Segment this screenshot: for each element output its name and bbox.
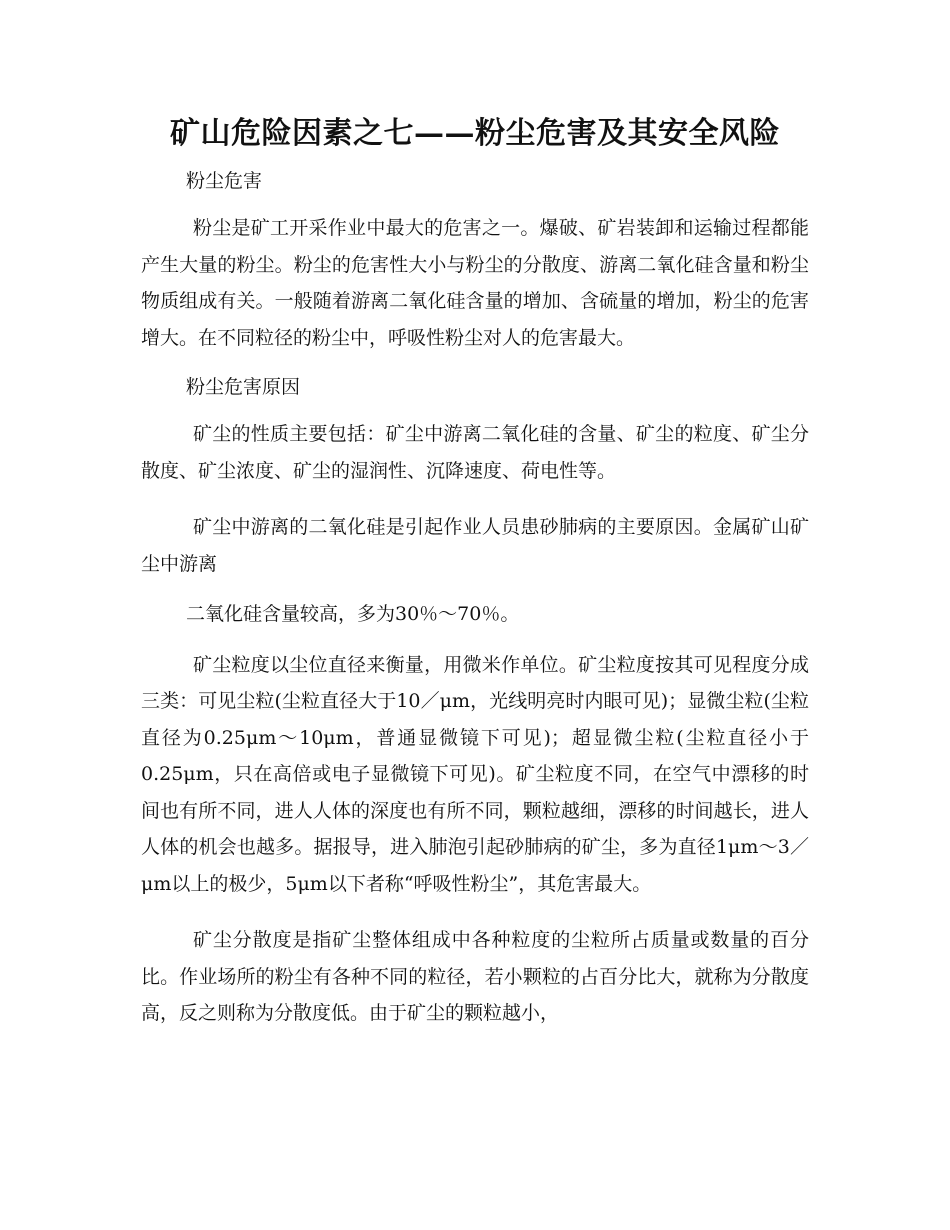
paragraph-silica-content: 二氧化硅含量较高，多为30％～70％。 [186, 603, 520, 625]
paragraph-dispersion: 矿尘分散度是指矿尘整体组成中各种粒度的尘粒所占质量或数量的百分比。作业场所的粉尘有各种不同的粒径，若小颗粒的占百分比大，就称为分散度高，反之则称为分散度低。由于矿尘的颗粒越小， [141, 929, 809, 1024]
paragraph-free-silica: 矿尘中游离的二氧化硅是引起作业人员患砂肺病的主要原因。金属矿山矿尘中游离 [141, 516, 809, 575]
document-page [141, 112, 809, 1032]
section-heading-dust-hazard: 粉尘危害 [186, 170, 263, 192]
document-title: 矿山危险因素之七——粉尘危害及其安全风险 [170, 116, 780, 151]
paragraph-dust-overview: 粉尘是矿工开采作业中最大的危害之一。爆破、矿岩装卸和运输过程都能产生大量的粉尘。粉尘的危害性大小与粉尘的分散度、游离二氧化硅含量和粉尘物质组成有关。一般随着游离二氧化硅含量的增加、含硫量的增加，粉尘的危害增大。在不同粒径的粉尘中，呼吸性粉尘对人的危害最大。 [141, 217, 809, 349]
paragraph-dust-properties: 矿尘的性质主要包括：矿尘中游离二氧化硅的含量、矿尘的粒度、矿尘分散度、矿尘浓度、矿尘的湿润性、沉降速度、荷电性等。 [141, 423, 809, 482]
section-heading-dust-causes: 粉尘危害原因 [186, 376, 301, 398]
paragraph-particle-size: 矿尘粒度以尘位直径来衡量，用微米作单位。矿尘粒度按其可见程度分成三类：可见尘粒(尘粒直径大于10／μm，光线明亮时内眼可见)；显微尘粒(尘粒直径为0.25μm～10μm，普通显微镜下可见)；超显微尘粒(尘粒直径小于0.25μm，只在高倍或电子显微镜下可见)。矿尘粒度不同，在空气中漂移的时间也有所不同，进人人体的深度也有所不同，颗粒越细，漂移的时间越长，进人人体的机会也越多。据报导，进入肺泡引起砂肺病的矿尘，多为直径1μm～3／μm以上的极少，5μm以下者称“呼吸性粉尘”，其危害最大。 [141, 653, 809, 895]
